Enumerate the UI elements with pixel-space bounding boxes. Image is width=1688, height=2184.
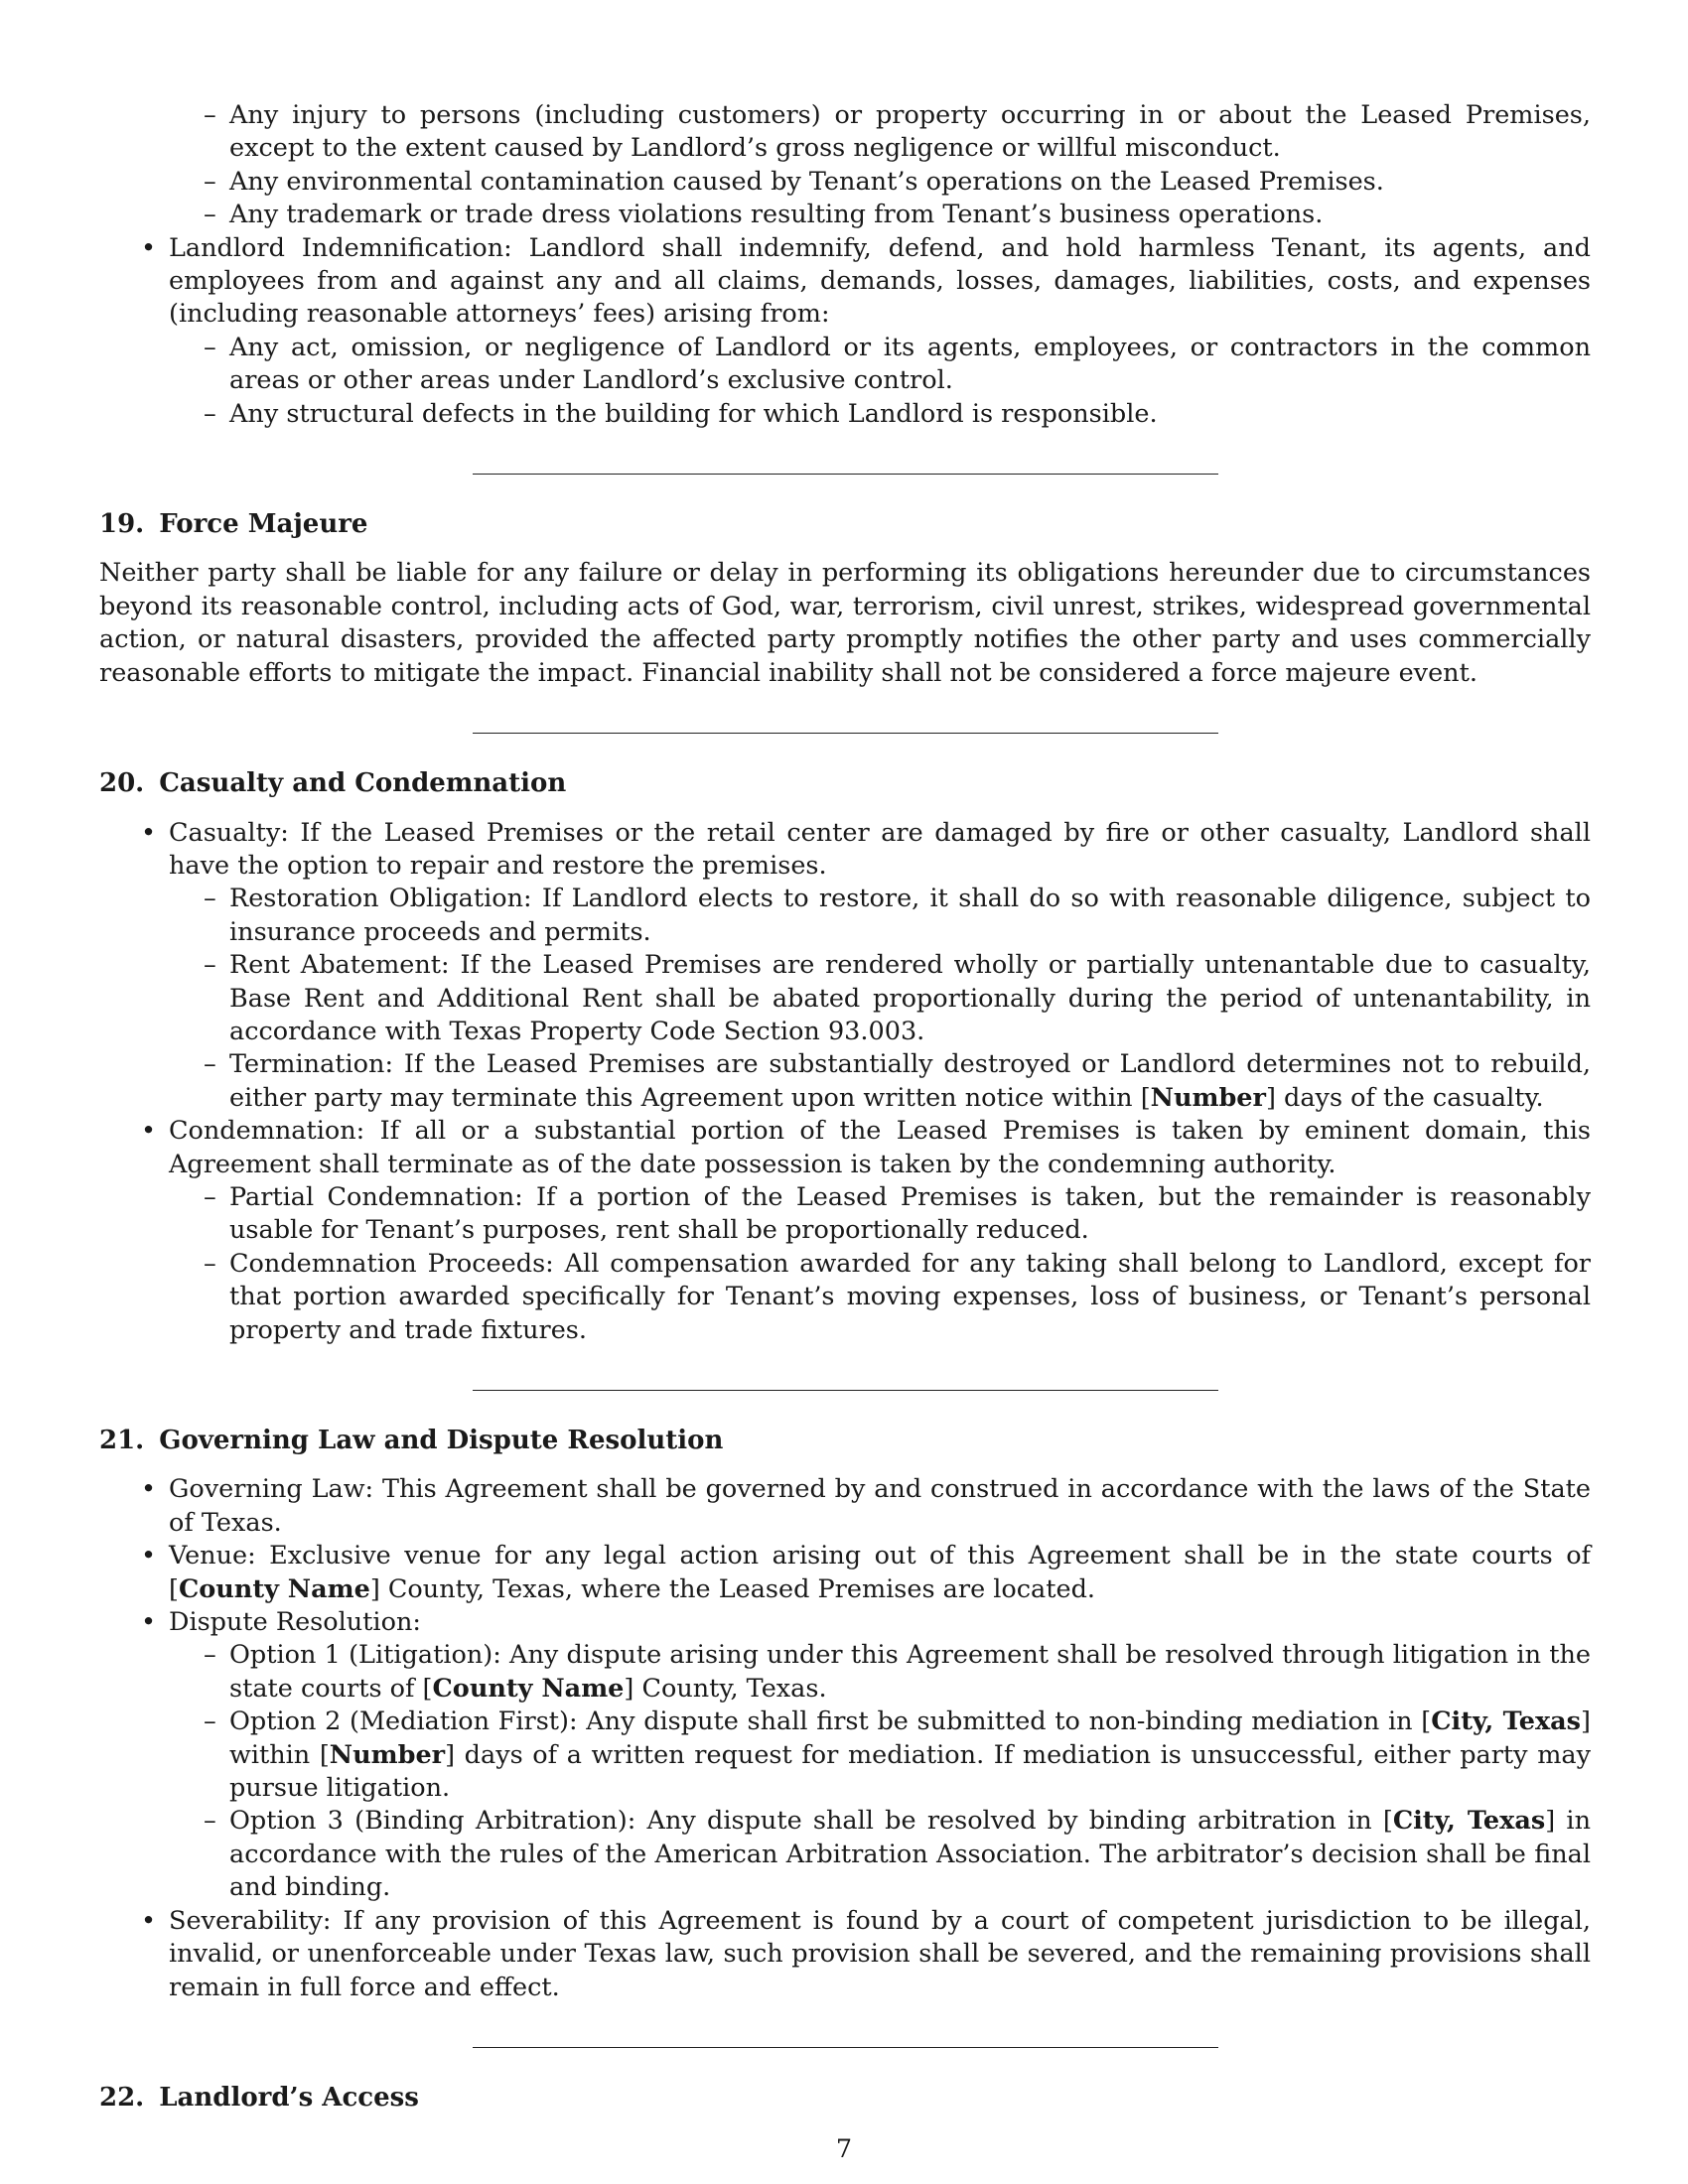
list-item	[99, 817, 1591, 1116]
list-item	[99, 1115, 1591, 1347]
section-divider	[473, 733, 1218, 734]
casualty-text: Casualty: If the Leased Premises or the retail center are damaged by fire or other casualty, Landlord shall have the option to repair and restore the premises.	[169, 817, 1591, 881]
list-item: – Any environmental contamination caused by Tenant’s operations on the Leased Premises.	[99, 166, 1591, 199]
text-run: ] County, Texas, where the Leased Premises are located.	[369, 1573, 1096, 1604]
section-divider	[473, 474, 1218, 475]
section-number: 21.	[99, 1426, 145, 1455]
force-majeure-paragraph: Neither party shall be liable for any failure or delay in performing its obligations hereunder due to circumstances beyond its reasonable control, including acts of God, war, terrorism, civil unrest, strikes, widespread governmental action, or natural disasters, provided the affected party promptly notifies the other party and uses commercially reasonable efforts to mitigate the impact. Financial inability shall not be considered a force majeure event.	[99, 558, 1591, 688]
condemnation-text: Condemnation: If all or a substantial portion of the Leased Premises is taken by eminent domain, this Agreement shall terminate as of the date possession is taken by the condemning authority.	[169, 1116, 1591, 1179]
list-item: – Rent Abatement: If the Leased Premises are rendered wholly or partially untenantable due to casualty, Base Rent and Additional Rent shall be abated proportionally during the period of untenantability, in accordance with Texas Property Code Section 93.003.	[169, 949, 1591, 1048]
placeholder-field: Number	[329, 1739, 446, 1770]
section-number: 19.	[99, 509, 145, 540]
casualty-subitems	[169, 883, 1591, 1115]
dispute-resolution-text: Dispute Resolution:	[169, 1607, 421, 1638]
list-item	[99, 1606, 1591, 1905]
list-item: – Any trademark or trade dress violations resulting from Tenant’s business operations.	[99, 199, 1591, 231]
list-item: – Any structural defects in the building for which Landlord is responsible.	[169, 398, 1591, 431]
text-run: Option 2 (Mediation First): Any dispute shall first be submitted to non-binding mediation in [	[229, 1706, 1432, 1737]
list-item: – Restoration Obligation: If Landlord elects to restore, it shall do so with reasonable diligence, subject to insurance proceeds and permits.	[169, 883, 1591, 949]
section-heading-20	[99, 767, 1591, 800]
text-run: Option 1 (Litigation): Any dispute arising under this Agreement shall be resolved through litigation in the state courts of [	[229, 1640, 1591, 1704]
list-item: • Severability: If any provision of this Agreement is found by a court of competent jurisdiction to be illegal, invalid, or unenforceable under Texas law, such provision shall be severed, and the remaining provisions shall remain in full force and effect.	[99, 1905, 1591, 2004]
condemnation-subitems	[169, 1181, 1591, 1347]
list-item: – Condemnation Proceeds: All compensation awarded for any taking shall belong to Landlord, except for that portion awarded specifically for Tenant’s moving expenses, loss of business, or Tenant’s personal property and trade fixtures.	[169, 1248, 1591, 1347]
landlord-indemnification-text: Landlord Indemnification: Landlord shall indemnify, defend, and hold harmless Tenant, its agents, and employees from and against any and all claims, demands, losses, damages, liabilities, costs, and expenses (including reasonable attorneys’ fees) arising from:	[169, 232, 1591, 330]
placeholder-field: County Name	[432, 1673, 625, 1704]
list-item	[99, 232, 1591, 431]
text-run: Option 3 (Binding Arbitration): Any dispute shall be resolved by binding arbitration in [	[229, 1806, 1393, 1837]
list-item	[169, 1639, 1591, 1706]
landlord-indemnification-subitems	[169, 332, 1591, 431]
section-divider	[473, 1390, 1218, 1391]
section-heading-22	[99, 2082, 1591, 2115]
placeholder-field: Number	[1150, 1082, 1266, 1113]
section-heading-21	[99, 1425, 1591, 1457]
landlord-indemnification-list	[99, 232, 1591, 431]
section-title: Governing Law and Dispute Resolution	[159, 1426, 724, 1455]
list-item: • Governing Law: This Agreement shall be governed by and construed in accordance with the laws of the State of Texas.	[99, 1473, 1591, 1540]
section-title: Landlord’s Access	[159, 2082, 419, 2113]
list-item	[169, 1706, 1591, 1805]
dispute-options	[169, 1639, 1591, 1904]
page-number: 7	[835, 2134, 853, 2164]
list-item	[169, 1805, 1591, 1904]
section-title: Casualty and Condemnation	[159, 768, 567, 799]
section-number: 22.	[99, 2082, 145, 2113]
text-run: ] in accordance with the rules of the American Arbitration Association. The arbitrator’s decision shall be final and binding.	[229, 1806, 1591, 1903]
list-item	[169, 1048, 1591, 1115]
text-run: ] days of the casualty.	[1265, 1082, 1544, 1113]
text-run: ] within [	[229, 1706, 1591, 1770]
text-run: ] days of a written request for mediation. If mediation is unsuccessful, either party may pursue litigation.	[229, 1739, 1591, 1804]
text-run: ] County, Texas.	[624, 1673, 827, 1704]
document-page	[99, 99, 1591, 2130]
governing-law-list	[99, 1473, 1591, 2004]
placeholder-field: City, Texas	[1431, 1706, 1582, 1737]
section-number: 20.	[99, 768, 145, 799]
section-title: Force Majeure	[159, 509, 368, 540]
casualty-condemnation-list	[99, 817, 1591, 1348]
list-item: – Partial Condemnation: If a portion of the Leased Premises is taken, but the remainder is reasonably usable for Tenant’s purposes, rent shall be proportionally reduced.	[169, 1181, 1591, 1248]
text-run: Venue: Exclusive venue for any legal action arising out of this Agreement shall be in the state courts of [	[169, 1541, 1591, 1604]
section-divider	[473, 2047, 1218, 2048]
list-item: – Any injury to persons (including customers) or property occurring in or about the Leased Premises, except to the extent caused by Landlord’s gross negligence or willful misconduct.	[99, 99, 1591, 166]
placeholder-field: City, Texas	[1392, 1806, 1546, 1837]
tenant-indemnification-subitems	[99, 99, 1591, 232]
list-item: – Any act, omission, or negligence of Landlord or its agents, employees, or contractors in the common areas or other areas under Landlord’s exclusive control.	[169, 332, 1591, 398]
section-heading-19	[99, 508, 1591, 541]
placeholder-field: County Name	[178, 1573, 370, 1604]
text-run: Termination: If the Leased Premises are substantially destroyed or Landlord determines not to rebuild, either party may terminate this Agreement upon written notice within [	[229, 1049, 1591, 1113]
list-item	[99, 1540, 1591, 1606]
